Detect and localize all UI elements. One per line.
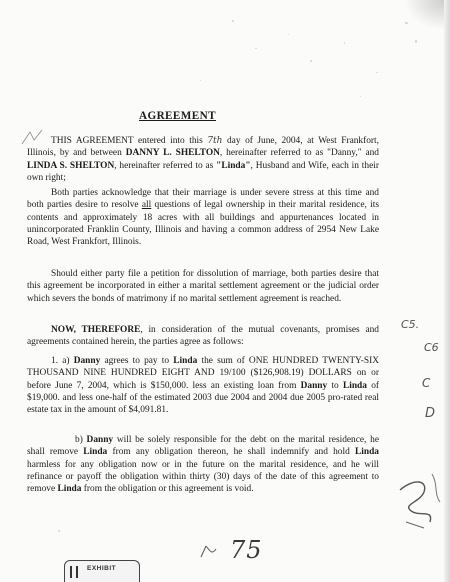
margin-note-c: C [422,376,431,390]
margin-scratch-mark [20,128,44,148]
scan-corner-shadow [404,0,444,30]
text-run: from the obligation or this agreement is void. [81,484,254,495]
scan-speck [58,530,60,532]
document-title: AGREEMENT [139,110,216,122]
scan-speck [415,40,417,43]
handwritten-date: 7th [207,136,223,146]
scan-speck [405,22,408,24]
text-run: , in consideration of the mutual covenants, promises and agreements contained herein, the parties agree as follows: [27,325,379,348]
party-name-linda: Linda [83,447,108,458]
text-run: , hereinafter referred to as [114,160,217,171]
party-nickname-linda: "Linda" [216,160,251,171]
scan-speck [310,60,312,62]
party-name-linda: LINDA S. SHELTON [27,160,115,171]
text-run: of $19,000. and less one-half of the estimated 2003 due 2004 and 2004 due 2005 pro-rated real estate tax in the amount of $4,091.81. [27,380,380,416]
paragraph-intro [27,135,379,184]
handwritten-page-number: 75 [230,536,263,564]
margin-note-c5: C5. [401,318,420,331]
party-name-danny: DANNY L. SHELTON [125,148,220,159]
scan-speck [288,34,289,35]
party-name-linda: Linda [57,484,82,495]
party-name-linda: Linda [342,380,367,391]
clause-number: 1. a) [51,356,74,366]
party-name-danny: Danny [86,435,114,445]
paragraph-acknowledgement [27,187,379,248]
scan-speck [344,42,345,44]
scan-speck [200,80,201,81]
exhibit-sticker [64,560,140,582]
scan-speck [232,20,234,22]
text-run: from any obligation thereon, he shall indemnify and hold [107,447,356,458]
party-name-linda: Linda [355,447,379,458]
text-run: day of June, 2004, at West Frankfort, Illinois, by and between [27,136,380,159]
text-run: will be solely responsible for the debt on the marital residence, he shall remove [27,435,379,458]
exhibit-barcode-icon [70,566,78,578]
paragraph-now-therefore [27,324,379,349]
scan-speck [360,96,361,97]
party-name-linda: Linda [173,356,198,366]
party-name-danny: Danny [300,380,328,391]
clause-1a [27,355,379,416]
paragraph-dissolution: Should either party file a petition for dissolution of marriage, both parties desire that this agreement be incorporated in either a marital settlement agreement or the judicial order which severs the bonds of matrimony if no marital settlement agreement is reached. [27,269,379,304]
text-run: questions of legal ownership in their marital residence, its contents and approximately 18 acres with all buildings and appurtenances located in unincorporated Franklin County, Illinois and having a common address of 2954 New Lake Road, West Frankfort, Illinois. [27,200,380,248]
exhibit-sticker-label: EXHIBIT [87,565,117,572]
text-run: harmless for any obligation now or in the future on the marital residence, and he will refinance or payoff the obligation within thirty (30) days of the date of this agreement to remove [27,459,379,495]
party-name-danny: Danny [73,356,101,366]
margin-note-c6: C6 [424,341,439,354]
text-run: Both parties acknowledge that their marriage is under severe stress at this time and both parties desire to resolve [27,188,379,211]
text-run: THIS AGREEMENT entered into this [51,136,208,146]
scan-speck [376,72,378,73]
margin-initials-scribble [394,470,446,532]
text-run: the sum of ONE HUNDRED TWENTY-SIX THOUSAND NINE HUNDRED EIGHT AND 19/100 ($126,908.19) DOLLARS on or before June 7, 2004, which is $150,000. less an existing loan from [27,356,379,391]
text-run: agrees to pay to [100,356,174,366]
text-run: , Husband and Wife, each in their own right; [27,160,379,183]
bottom-initials-mark [198,543,220,561]
now-therefore-lead: NOW, THEREFORE [51,325,141,335]
text-run: , hereinafter referred to as "Danny," and [219,148,379,159]
scan-speck [255,48,257,49]
underlined-word-all: all [141,200,152,211]
clause-1b [27,434,379,495]
clause-letter: b) [75,435,87,445]
text-run: to [327,380,343,391]
margin-note-d: D [425,406,436,421]
